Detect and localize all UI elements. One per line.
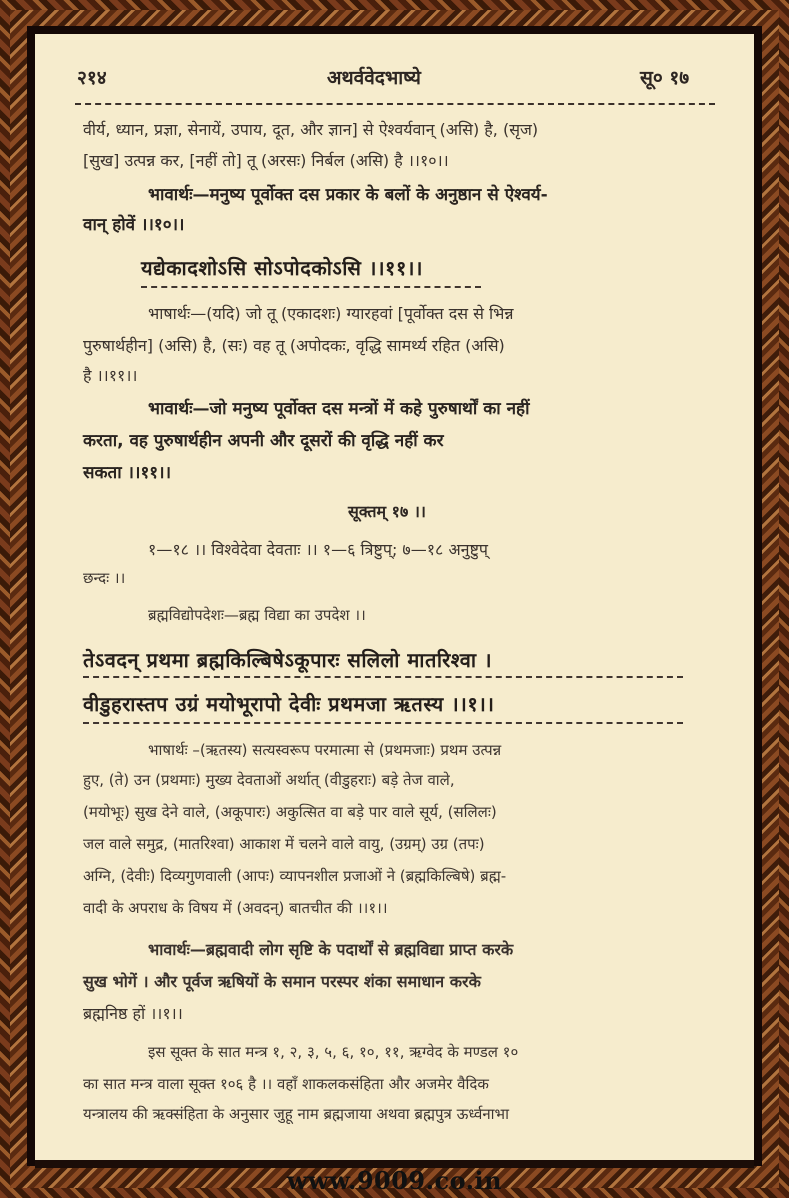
mantra-underline xyxy=(83,676,683,678)
footnote-line: इस सूक्त के सात मन्त्र १, २, ३, ५, ६, १०, ११, ऋग्वेद के मण्डल १० xyxy=(148,1043,519,1061)
text-line: भाषार्थः—(यदि) जो तू (एकादशः) ग्यारहवां [पूर्वोक्त दस से भिन्न xyxy=(148,304,514,323)
text-line: भाषार्थः –(ऋतस्य) सत्यस्वरूप परमात्मा से (प्रथमजाः) प्रथम उत्पन्न xyxy=(148,741,502,759)
page-number: २१४ xyxy=(77,67,107,89)
text-line: छन्दः ।। xyxy=(83,569,126,587)
footnote-line: का सात मन्त्र वाला सूक्त १०६ है ।। वहाँ शाकलकसंहिता और अजमेर वैदिक xyxy=(83,1075,489,1093)
website-watermark: www.9009.co.in xyxy=(286,1166,503,1195)
mantra-1-line-1: तेऽवदन् प्रथमा ब्रह्मकिल्बिषेऽकूपारः सलिलो मातरिश्वा । xyxy=(83,648,493,672)
mantra-underline xyxy=(141,286,481,288)
text-line: [सुख] उत्पन्न कर, [नहीं तो] तू (अरसः) निर्बल (असि) है ।।१०।। xyxy=(83,151,449,170)
bhavartha-line: वान् होवें ।।१०।। xyxy=(83,215,185,235)
bhavartha-line: भावार्थः—ब्रह्मवादी लोग सृष्टि के पदार्थों से ब्रह्मविद्या प्राप्त करके xyxy=(148,940,514,959)
text-line: अग्नि, (देवीः) दिव्यगुणवाली (आपः) व्यापनशील प्रजाओं ने (ब्रह्मकिल्बिषे) ब्रह्म- xyxy=(83,867,507,885)
bhavartha-line: ब्रह्मनिष्ठ हों ।।१।। xyxy=(83,1004,183,1023)
text-line: १—१८ ।। विश्वेदेवा देवताः ।। १—६ त्रिष्टुप्; ७—१८ अनुष्टुप् xyxy=(148,540,488,559)
text-line: वादी के अपराध के विषय में (अवदन्) बातचीत की ।।१।। xyxy=(83,899,388,917)
header-rule xyxy=(75,103,715,105)
page-title: अथर्ववेदभाष्ये xyxy=(327,67,421,89)
mantra-1-line-2: वीडुहरास्तप उग्रं मयोभूरापो देवीः प्रथमजा ऋतस्य ।।१।। xyxy=(83,692,495,716)
footnote-line: यन्त्रालय की ऋक्संहिता के अनुसार जुहू नाम ब्रह्मजाया अथवा ब्रह्मपुत्र ऊर्ध्वनाभा xyxy=(83,1105,509,1123)
bhavartha-line: भावार्थः—जो मनुष्य पूर्वोक्त दस मन्त्रों में कहे पुरुषार्थों का नहीं xyxy=(148,399,530,419)
sukta-heading: सूक्तम् १७ ।। xyxy=(348,502,426,521)
topic-line: ब्रह्मविद्योपदेशः—ब्रह्म विद्या का उपदेश ।। xyxy=(148,606,366,624)
bhavartha-line: भावार्थः—मनुष्य पूर्वोक्त दस प्रकार के बलों के अनुष्ठान से ऐश्वर्य- xyxy=(148,185,548,205)
mantra-underline xyxy=(83,722,683,724)
text-line: है ।।११।। xyxy=(83,366,138,385)
text-line: हुए, (ते) उन (प्रथमाः) मुख्य देवताओं अर्थात् (वीडुहराः) बड़े तेज वाले, xyxy=(83,771,455,789)
bhavartha-line: करता, वह पुरुषार्थहीन अपनी और दूसरों की वृद्धि नहीं कर xyxy=(83,431,444,451)
text-line: वीर्य, ध्यान, प्रज्ञा, सेनायें, उपाय, दूत, और ज्ञान] से ऐश्वर्यवान् (असि) है, (सृज) xyxy=(83,120,539,139)
text-line: पुरुषार्थहीन] (असि) है, (सः) वह तू (अपोदकः, वृद्धि सामर्थ्य रहित (असि) xyxy=(83,336,505,355)
text-line: जल वाले समुद्र, (मातरिश्वा) आकाश में चलने वाले वायु, (उग्रम्) उग्र (तपः) xyxy=(83,835,485,853)
bhavartha-line: सकता ।।११।। xyxy=(83,463,172,483)
bhavartha-line: सुख भोगें । और पूर्वज ऋषियों के समान परस्पर शंका समाधान करके xyxy=(83,972,481,991)
sukta-reference: सू० १७ xyxy=(640,67,690,89)
scanned-page xyxy=(35,34,754,1160)
text-line: (मयोभूः) सुख देने वाले, (अकूपारः) अकुत्सित वा बड़े पार वाले सूर्य, (सलिलः) xyxy=(83,803,497,821)
mantra-11: यद्येकादशोऽसि सोऽपोदकोऽसि ।।११।। xyxy=(141,256,424,280)
